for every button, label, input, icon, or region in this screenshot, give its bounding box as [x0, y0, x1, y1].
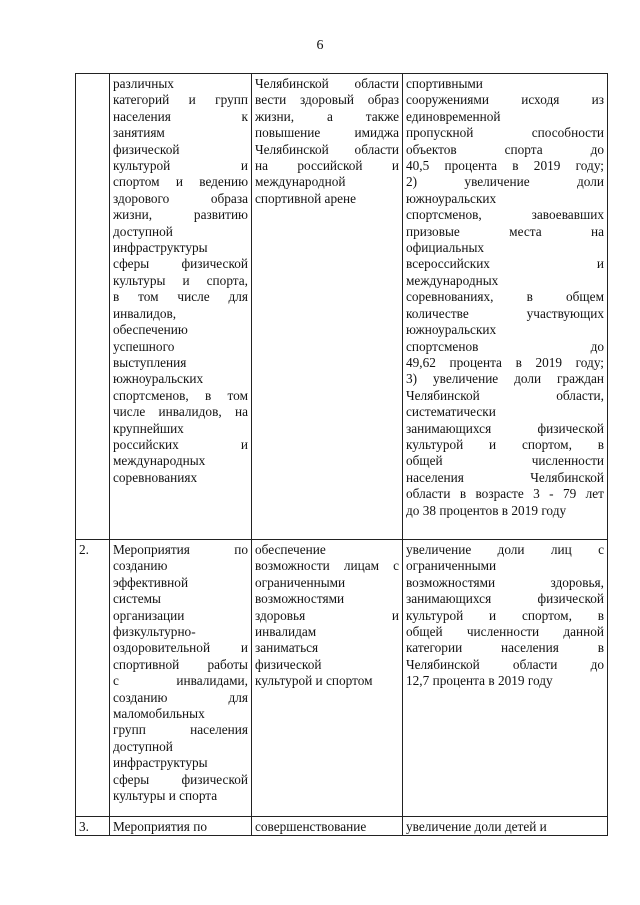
text-line: спортом и ведению — [113, 174, 248, 190]
row-number-cell: 2. — [76, 540, 110, 817]
text-line: обеспечению — [113, 322, 188, 338]
text-line: количестве участвующих — [406, 305, 604, 321]
text-line: культурой и спортом, в — [406, 436, 604, 452]
text-line: заниматься — [255, 640, 319, 656]
text-line: культурой и спортом, в — [406, 607, 604, 623]
text-line: 40,5 процента в 2019 году; — [406, 158, 604, 174]
text-line: сферы физической — [113, 771, 248, 787]
text-line: числе инвалидов, на — [113, 404, 248, 420]
table-row — [76, 817, 608, 836]
text-line: Челябинской области — [255, 141, 399, 157]
text-line: соревнованиях, в общем — [406, 289, 604, 305]
text-line: инвалидов, — [113, 305, 177, 321]
text-line: инвалидам — [255, 624, 317, 640]
text-line: ограниченными — [406, 558, 497, 574]
text-line: обеспечение — [255, 542, 326, 557]
table-row — [76, 540, 608, 817]
text-line: с инвалидами, — [113, 673, 248, 689]
text-line: физкультурно- — [113, 624, 196, 640]
cell-col-a — [110, 817, 252, 836]
text-line: на российской и — [255, 158, 399, 174]
text-line: призовые места на — [406, 223, 604, 239]
text-line: физической — [255, 656, 322, 672]
text-line: жизни, развитию — [113, 207, 248, 223]
text-line: физической — [113, 141, 180, 157]
text-line: официальных — [406, 240, 485, 256]
text-line: здоровья и — [255, 607, 399, 623]
text-line: совершенствование — [255, 819, 367, 834]
text-line: крупнейших — [113, 420, 184, 436]
text-line: занимающихся физической — [406, 591, 604, 607]
text-line: Челябинской области, — [406, 387, 604, 403]
text-line: спортсменов до — [406, 338, 604, 354]
text-line: систематически — [406, 404, 496, 420]
text-line: эффективной — [113, 574, 189, 590]
text-line: культурой и спортом — [255, 673, 373, 689]
text-line: объектов спорта до — [406, 141, 604, 157]
text-line: единовременной — [406, 108, 501, 124]
text-line: спортивной арене — [255, 190, 357, 206]
text-line: организации — [113, 607, 185, 623]
text-line: 12,7 процента в 2019 году — [406, 673, 553, 689]
text-line: инфраструктуры — [113, 755, 208, 771]
text-line: культуры и спорта, — [113, 272, 248, 288]
text-line: общей численности — [406, 453, 604, 469]
text-line: жизни, а также — [255, 108, 399, 124]
text-line: Мероприятия по — [113, 819, 207, 834]
cell-col-b — [252, 540, 403, 817]
cell-col-a — [110, 74, 252, 540]
text-line: 3) увеличение доли граждан — [406, 371, 604, 387]
text-line: увеличение доли лиц с — [406, 542, 604, 557]
text-line: маломобильных — [113, 706, 205, 722]
text-line: в том числе для — [113, 289, 248, 305]
text-line: международных — [406, 272, 499, 288]
text-line: сооружениями исходя из — [406, 92, 604, 108]
cell-col-c — [403, 817, 608, 836]
cell-col-a — [110, 540, 252, 817]
text-line: населения к — [113, 108, 248, 124]
text-line: культуры и спорта — [113, 788, 218, 804]
cell-col-c — [403, 74, 608, 540]
text-line: южноуральских — [406, 190, 497, 206]
text-line: Мероприятия по — [113, 542, 248, 557]
text-line: успешного — [113, 338, 175, 354]
text-line: до 38 процентов в 2019 году — [406, 502, 567, 518]
text-line: спортивной работы — [113, 656, 248, 672]
text-line: доступной — [113, 223, 173, 239]
text-line: здорового образа — [113, 190, 248, 206]
text-line: увеличение доли детей и — [406, 819, 547, 834]
text-line: спортивными — [406, 76, 483, 91]
text-line: 49,62 процента в 2019 году; — [406, 354, 604, 370]
text-line: ограниченными — [255, 574, 346, 590]
row-number-cell: 3. — [76, 817, 110, 836]
program-table — [75, 73, 608, 836]
cell-col-b — [252, 74, 403, 540]
row-number-cell — [76, 74, 110, 540]
program-table-body — [76, 74, 608, 836]
text-line: международной — [255, 174, 346, 190]
text-line: созданию для — [113, 689, 248, 705]
text-line: доступной — [113, 738, 173, 754]
text-line: возможностями — [255, 591, 345, 607]
text-line: общей численности данной — [406, 624, 604, 640]
text-line: выступления — [113, 354, 187, 370]
text-line: спортсменов, в том — [113, 387, 248, 403]
text-line: всероссийских и — [406, 256, 604, 272]
text-line: возможностями здоровья, — [406, 574, 604, 590]
text-line: категорий и групп — [113, 92, 248, 108]
text-line: занимающихся физической — [406, 420, 604, 436]
text-line: культурой и — [113, 158, 248, 174]
text-line: сферы физической — [113, 256, 248, 272]
cell-col-b — [252, 817, 403, 836]
text-line: соревнованиях — [113, 469, 198, 485]
text-line: вести здоровый образ — [255, 92, 399, 108]
cell-col-c — [403, 540, 608, 817]
text-line: системы — [113, 591, 161, 607]
text-line: занятиям — [113, 125, 165, 141]
text-line: Челябинской области — [255, 76, 399, 91]
text-line: южноуральских — [113, 371, 204, 387]
text-line: области в возрасте 3 - 79 лет — [406, 486, 604, 502]
page-number: 6 — [316, 38, 324, 53]
text-line: оздоровительной и — [113, 640, 248, 656]
text-line: населения Челябинской — [406, 469, 604, 485]
table-row — [76, 74, 608, 540]
text-line: южноуральских — [406, 322, 497, 338]
text-line: международных — [113, 453, 206, 469]
text-line: спортсменов, завоевавших — [406, 207, 604, 223]
text-line: созданию — [113, 558, 168, 574]
text-line: различных — [113, 76, 174, 91]
text-line: категории населения в — [406, 640, 604, 656]
text-line: 2) увеличение доли — [406, 174, 604, 190]
text-line: Челябинской области до — [406, 656, 604, 672]
text-line: пропускной способности — [406, 125, 604, 141]
text-line: групп населения — [113, 722, 248, 738]
text-line: российских и — [113, 436, 248, 452]
text-line: инфраструктуры — [113, 240, 208, 256]
text-line: повышение имиджа — [255, 125, 399, 141]
text-line: возможности лицам с — [255, 558, 399, 574]
